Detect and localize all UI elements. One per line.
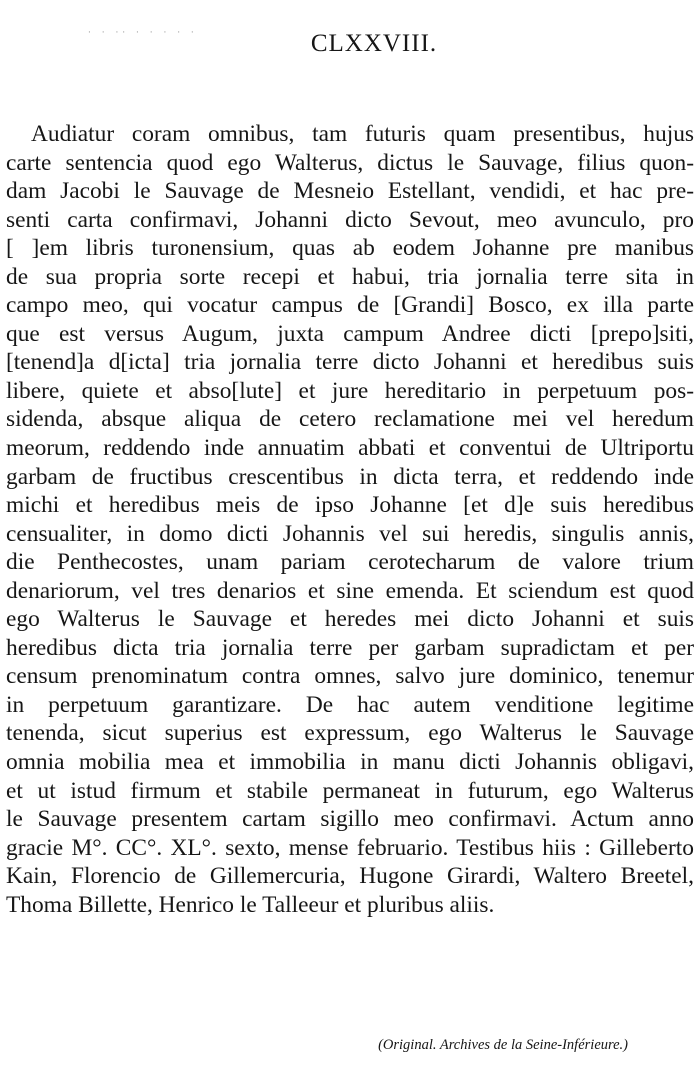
text-line: de sua propria sorte recepi et habui, tria jornalia terre sita in [6, 263, 694, 290]
text-line: heredibus dicta tria jornalia terre per garbam supradictam et per [6, 634, 694, 661]
text-line: sidenda, absque aliqua de cetero reclamatione mei vel heredum [6, 406, 694, 433]
text-line: [tenend]a d[icta] tria jornalia terre dicto Johanni et heredibus suis [6, 349, 694, 376]
text-line: gracie M°. CC°. XL°. sexto, mense februario. Testibus hiis : Gilleberto [6, 834, 694, 861]
text-line: denariorum, vel tres denarios et sine emenda. Et sciendum est quod [6, 577, 694, 604]
text-line: libere, quiete et abso[lute] et jure hereditario in perpetuum pos- [6, 377, 694, 404]
text-line: omnia mobilia mea et immobilia in manu dicti Johannis obligavi, [6, 749, 694, 776]
text-line: censum prenominatum contra omnes, salvo jure dominico, tenemur [6, 663, 694, 690]
text-line: Kain, Florencio de Gillemercuria, Hugone Girardi, Waltero Breetel, [6, 863, 694, 890]
text-line: et ut istud firmum et stabile permaneat in futurum, ego Walterus [6, 777, 694, 804]
text-line: campo meo, qui vocatur campus de [Grandi] Bosco, ex illa parte [6, 292, 694, 319]
text-line: Audiatur coram omnibus, tam futuris quam presentibus, hujus [31, 121, 694, 147]
text-line: que est versus Augum, juxta campum Andree dicti [prepo]siti, [6, 320, 694, 347]
charter-number-heading: CLXXVIII. [310, 30, 438, 57]
text-line: michi et heredibus meis de ipso Johanne [et d]e suis heredibus [6, 492, 694, 519]
text-line: Thoma Billette, Henrico le Talleeur et pluribus aliis. [6, 891, 495, 918]
text-line: in perpetuum garantizare. De hac autem venditione legitime [6, 691, 694, 718]
text-line: garbam de fructibus crescentibus in dicta terra, et reddendo inde [6, 463, 694, 490]
text-line: meorum, reddendo inde annuatim abbati et conventui de Ultriportu [6, 435, 694, 462]
text-line: tenenda, sicut superius est expressum, ego Walterus le Sauvage [6, 720, 694, 747]
text-line: dam Jacobi le Sauvage de Mesneio Estellant, vendidi, et hac pre- [6, 178, 694, 205]
text-line: die Penthecostes, unam pariam cerotecharum de valore trium [6, 549, 694, 576]
text-line: [ ]em libris turonensium, quas ab eodem Johanne pre manibus [6, 235, 694, 262]
text-line: ego Walterus le Sauvage et heredes mei dicto Johanni et suis [6, 606, 694, 633]
scan-specks: · · ·· · · · · · [88, 28, 198, 38]
text-line: carte sentencia quod ego Walterus, dictus le Sauvage, filius quon- [6, 149, 694, 176]
source-note: (Original. Archives de la Seine-Inférieure.) [378, 1037, 628, 1053]
text-line: le Sauvage presentem cartam sigillo meo confirmavi. Actum anno [6, 806, 694, 833]
text-line: senti carta confirmavi, Johanni dicto Sevout, meo avunculo, pro [6, 206, 694, 233]
text-line: censualiter, in domo dicti Johannis vel sui heredis, singulis annis, [6, 520, 694, 547]
charter-text [6, 120, 694, 919]
